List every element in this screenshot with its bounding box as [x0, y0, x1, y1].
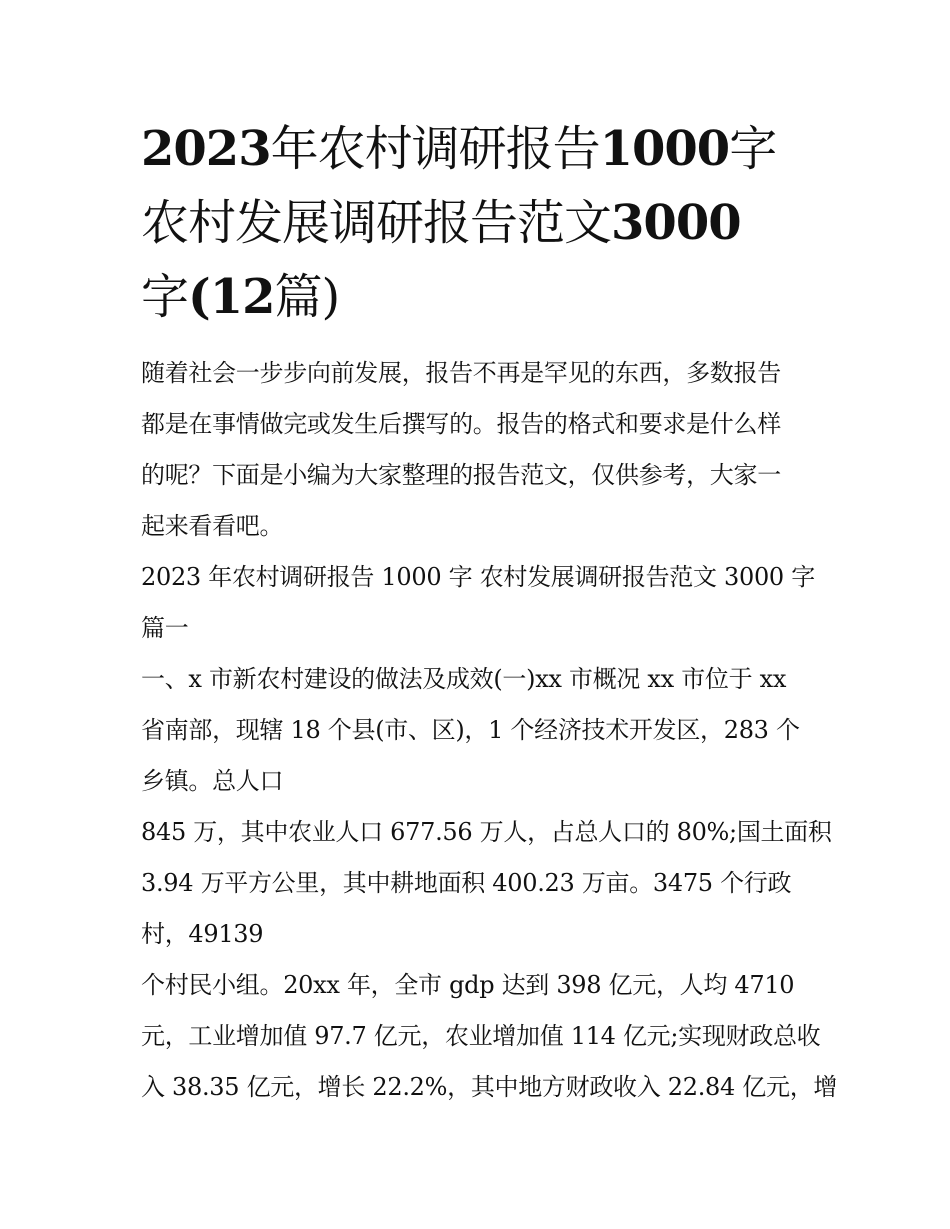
title-number-3000: 3000 — [611, 195, 741, 251]
title-text-5: 篇) — [274, 269, 340, 325]
title-line-2 — [141, 186, 821, 260]
body-line: 乡镇。总人口 — [141, 767, 284, 795]
body-line: 省南部，现辖 18 个县(市、区)，1 个经济技术开发区，283 个 — [141, 716, 800, 744]
title-number-12: (12 — [188, 269, 275, 325]
title-year: 2023 — [141, 121, 271, 177]
title-line-1 — [141, 112, 821, 186]
body-line: 都是在事情做完或发生后撰写的。报告的格式和要求是什么样 — [141, 410, 781, 438]
document-title — [141, 112, 821, 334]
title-text-2: 字 — [729, 121, 777, 177]
body-line: 村，49139 — [141, 920, 264, 948]
body-line: 随着社会一步步向前发展，报告不再是罕见的东西，多数报告 — [141, 359, 781, 387]
document-body — [141, 348, 838, 1113]
body-line: 845 万，其中农业人口 677.56 万人，占总人口的 80%;国土面积 — [141, 818, 832, 846]
body-line: 元，工业增加值 97.7 亿元，农业增加值 114 亿元;实现财政总收 — [141, 1022, 821, 1050]
body-line: 的呢？下面是小编为大家整理的报告范文，仅供参考，大家一 — [141, 461, 781, 489]
body-line: 3.94 万平方公里，其中耕地面积 400.23 万亩。3475 个行政 — [141, 869, 792, 897]
body-line: 起来看看吧。 — [141, 512, 284, 540]
body-line: 入 38.35 亿元，增长 22.2%，其中地方财政收入 22.84 亿元，增 — [141, 1073, 838, 1101]
title-number-1000: 1000 — [599, 121, 730, 177]
title-text-4: 字 — [141, 269, 189, 325]
document-page — [141, 112, 838, 1113]
section-heading-line: 2023 年农村调研报告 1000 字 农村发展调研报告范文 3000 字 — [141, 563, 815, 591]
title-text-3: 农村发展调研报告范文 — [141, 195, 612, 251]
section-heading-line: 篇一 — [141, 614, 189, 642]
title-line-3 — [141, 260, 821, 334]
body-line: 一、x 市新农村建设的做法及成效(一)xx 市概况 xx 市位于 xx — [141, 665, 787, 693]
body-line: 个村民小组。20xx 年，全市 gdp 达到 398 亿元，人均 4710 — [141, 971, 795, 999]
title-text-1: 年农村调研报告 — [270, 121, 600, 177]
